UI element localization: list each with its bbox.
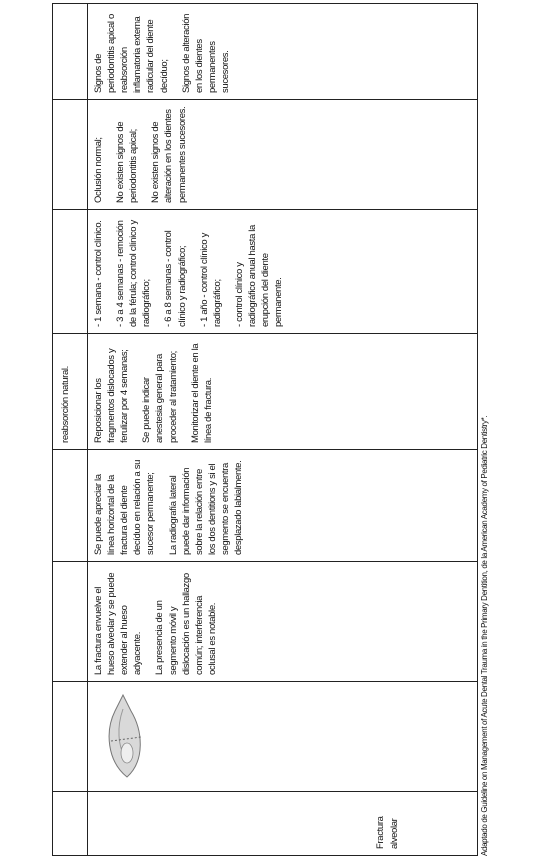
favorable-text: No existen signos de alteración en los dientes permanentes sucesores.	[150, 106, 188, 203]
trauma-guideline-table	[52, 3, 478, 856]
carryover-text: reabsorción natural.	[60, 366, 71, 443]
treatment-text: Monitorizar el diente en la línea de fractura.	[189, 343, 214, 443]
unfavorable-text: Signos de alteración en los dientes permanentes sucesores.	[180, 13, 231, 93]
row-label-cell	[88, 792, 478, 856]
followup-text: - 3 a 4 semanas - remoción de la férula; control clínico y radiográfico;	[115, 220, 153, 327]
header-cell	[53, 4, 88, 100]
header-cell	[53, 450, 88, 562]
followup-cell	[88, 210, 478, 334]
header-cell	[53, 682, 88, 792]
followup-text: - 6 a 8 semanas - control clínico y radiográfico;	[163, 230, 188, 327]
radiographic-findings-cell	[88, 450, 478, 562]
followup-text: - 1 año - control clínico y radiográfico;	[198, 232, 223, 327]
followup-text: - 1 semana - control clínico.	[93, 220, 104, 327]
table-row	[88, 4, 478, 856]
radiographic-text: Se puede apreciar la línea horizontal de la fractura del diente decíduo en relación a su sucesor permanente;	[93, 459, 157, 555]
header-cell	[53, 100, 88, 210]
favorable-text: No existen signos de periodontitis apical;	[115, 121, 140, 203]
treatment-text: Reposicionar los fragmentos dislocados y ferulizar por 4 semanas;	[93, 348, 131, 443]
header-cell	[53, 792, 88, 856]
tooth-fracture-illustration	[92, 688, 162, 785]
table-header-row	[53, 4, 88, 856]
radiographic-text: La radiografía lateral puede dar información sobre la relación entre los dos dentitions y si el segmento se encuentra desplazado labialmente.	[167, 460, 245, 555]
header-cell	[53, 334, 88, 450]
image-cell	[88, 682, 478, 792]
treatment-cell	[88, 334, 478, 450]
header-cell	[53, 562, 88, 682]
row-label: Fractura alveolar	[375, 816, 400, 849]
clinical-finding-text: La fractura envuelve el hueso alveolar y se puede extender al hueso adyacente.	[93, 572, 144, 675]
clinical-finding-text: La presencia de un segmento móvil y dislocación es un hallazgo común; interferencia oclusal es notable.	[154, 573, 218, 675]
footnote: Adaptado de Guideline on Management of Acute Dental Trauma in the Primary Dentition, de la American Academy of Pediatric Dentistry*.	[480, 415, 489, 856]
treatment-text: Se puede indicar anestesia general para proceder al tratamiento;	[141, 351, 179, 443]
unfavorable-text: Signos de periodontitis apical o reabsorción inflamatoria externa radicular del diente decíduo;	[93, 14, 170, 93]
followup-text: - control clínico y radiográfico anual hasta la erupción del diente permanente.	[233, 225, 285, 327]
header-cell	[53, 210, 88, 334]
favorable-outcome-cell	[88, 100, 478, 210]
unfavorable-outcome-cell	[88, 4, 478, 100]
clinical-findings-cell	[88, 562, 478, 682]
favorable-text: Oclusión normal;	[93, 137, 104, 203]
